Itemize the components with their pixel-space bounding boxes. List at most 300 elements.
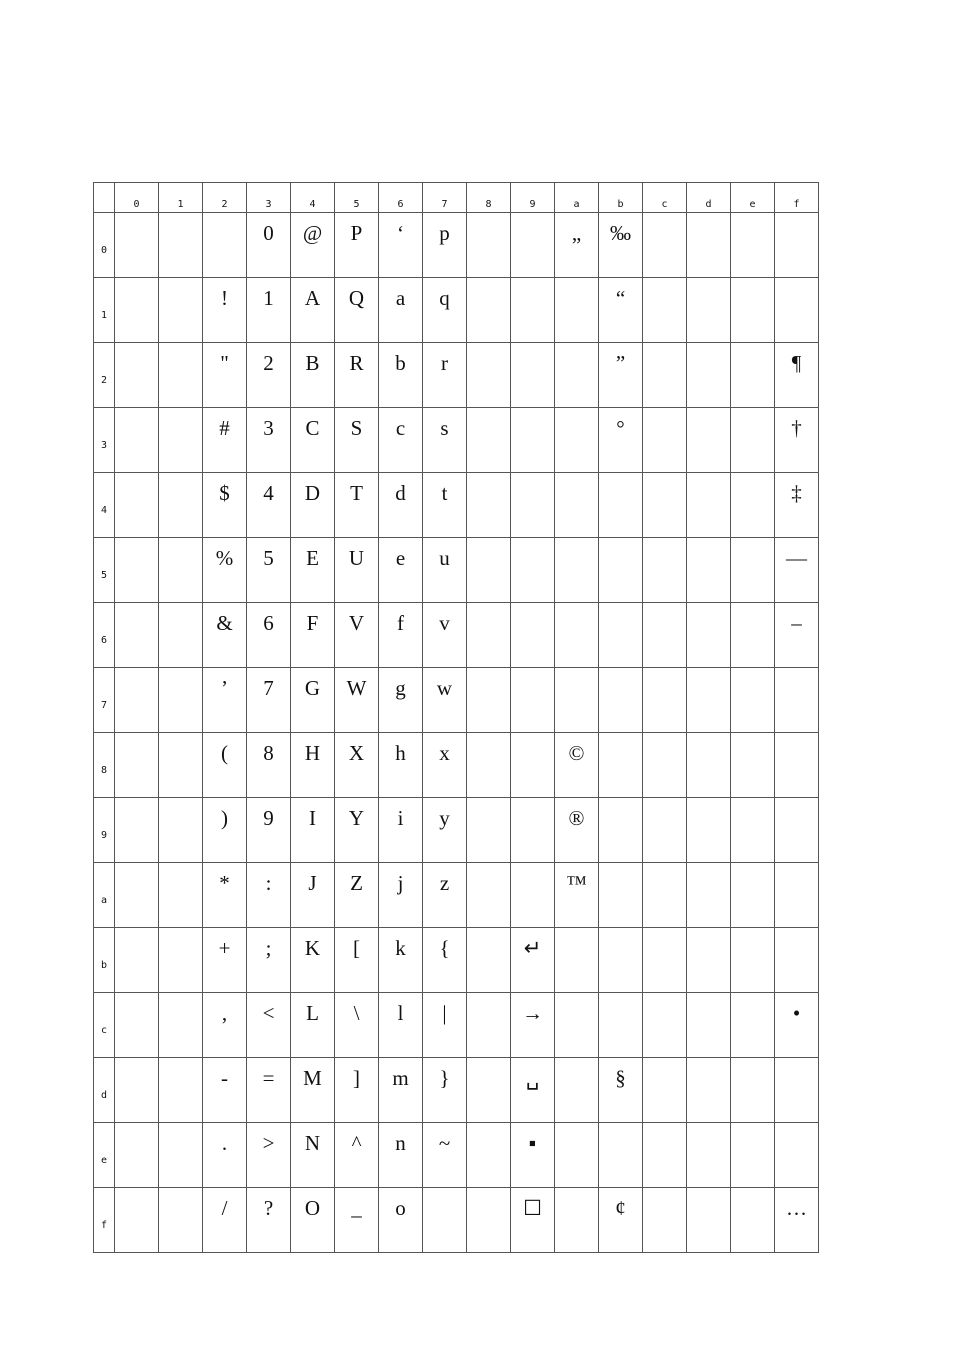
glyph-cell: r bbox=[423, 343, 467, 408]
table-row bbox=[94, 278, 819, 343]
glyph-cell: 4 bbox=[247, 473, 291, 538]
glyph-cell: * bbox=[203, 863, 247, 928]
glyph-cell bbox=[115, 798, 159, 863]
table-body bbox=[94, 213, 819, 1253]
column-header: d bbox=[687, 183, 731, 213]
glyph-cell: N bbox=[291, 1123, 335, 1188]
glyph-cell bbox=[775, 213, 819, 278]
glyph-cell: v bbox=[423, 603, 467, 668]
glyph-cell: / bbox=[203, 1188, 247, 1253]
glyph-cell: J bbox=[291, 863, 335, 928]
table-row bbox=[94, 538, 819, 603]
row-header: 2 bbox=[94, 343, 115, 408]
row-header: 1 bbox=[94, 278, 115, 343]
glyph-cell: ] bbox=[335, 1058, 379, 1123]
column-header: e bbox=[731, 183, 775, 213]
glyph-cell bbox=[643, 603, 687, 668]
glyph-cell bbox=[115, 408, 159, 473]
glyph-cell: → bbox=[511, 993, 555, 1058]
glyph-cell bbox=[467, 538, 511, 603]
glyph-cell bbox=[643, 1123, 687, 1188]
glyph-cell bbox=[775, 863, 819, 928]
glyph-cell: T bbox=[335, 473, 379, 538]
glyph-cell bbox=[643, 278, 687, 343]
table-row bbox=[94, 993, 819, 1058]
glyph-cell: D bbox=[291, 473, 335, 538]
glyph-cell bbox=[643, 733, 687, 798]
glyph-cell bbox=[511, 408, 555, 473]
table-row bbox=[94, 1123, 819, 1188]
glyph-cell bbox=[775, 278, 819, 343]
glyph-cell bbox=[643, 928, 687, 993]
glyph-cell: # bbox=[203, 408, 247, 473]
glyph-cell: m bbox=[379, 1058, 423, 1123]
column-header: 2 bbox=[203, 183, 247, 213]
glyph-cell bbox=[731, 668, 775, 733]
glyph-cell: j bbox=[379, 863, 423, 928]
glyph-cell: Z bbox=[335, 863, 379, 928]
glyph-cell bbox=[511, 538, 555, 603]
glyph-cell: p bbox=[423, 213, 467, 278]
glyph-cell bbox=[599, 733, 643, 798]
glyph-cell: ‘ bbox=[379, 213, 423, 278]
glyph-cell bbox=[159, 863, 203, 928]
glyph-cell bbox=[511, 863, 555, 928]
glyph-cell bbox=[643, 863, 687, 928]
glyph-cell: K bbox=[291, 928, 335, 993]
glyph-cell: % bbox=[203, 538, 247, 603]
glyph-cell bbox=[731, 278, 775, 343]
glyph-cell bbox=[467, 863, 511, 928]
glyph-cell bbox=[203, 213, 247, 278]
glyph-cell bbox=[555, 668, 599, 733]
glyph-cell bbox=[115, 1123, 159, 1188]
glyph-cell bbox=[687, 668, 731, 733]
glyph-cell bbox=[599, 473, 643, 538]
glyph-cell bbox=[555, 473, 599, 538]
glyph-cell: h bbox=[379, 733, 423, 798]
glyph-cell bbox=[599, 993, 643, 1058]
glyph-cell bbox=[687, 733, 731, 798]
glyph-cell: ☐ bbox=[511, 1188, 555, 1253]
glyph-cell: y bbox=[423, 798, 467, 863]
glyph-cell bbox=[599, 603, 643, 668]
glyph-cell: R bbox=[335, 343, 379, 408]
glyph-cell bbox=[775, 928, 819, 993]
glyph-cell: ! bbox=[203, 278, 247, 343]
glyph-cell bbox=[643, 473, 687, 538]
glyph-cell: d bbox=[379, 473, 423, 538]
glyph-cell: ’ bbox=[203, 668, 247, 733]
glyph-cell bbox=[555, 343, 599, 408]
glyph-cell bbox=[115, 538, 159, 603]
row-header: 8 bbox=[94, 733, 115, 798]
glyph-cell: C bbox=[291, 408, 335, 473]
glyph-cell bbox=[599, 863, 643, 928]
glyph-cell bbox=[159, 1188, 203, 1253]
glyph-cell bbox=[159, 343, 203, 408]
column-header: 4 bbox=[291, 183, 335, 213]
glyph-cell bbox=[687, 213, 731, 278]
glyph-cell bbox=[115, 928, 159, 993]
glyph-cell bbox=[159, 668, 203, 733]
glyph-cell: “ bbox=[599, 278, 643, 343]
glyph-cell: ® bbox=[555, 798, 599, 863]
column-header: 8 bbox=[467, 183, 511, 213]
glyph-cell bbox=[467, 1188, 511, 1253]
glyph-cell bbox=[555, 993, 599, 1058]
glyph-cell: W bbox=[335, 668, 379, 733]
glyph-cell: L bbox=[291, 993, 335, 1058]
glyph-cell bbox=[467, 473, 511, 538]
glyph-cell bbox=[467, 343, 511, 408]
glyph-cell bbox=[775, 1123, 819, 1188]
glyph-cell bbox=[115, 213, 159, 278]
glyph-cell bbox=[511, 603, 555, 668]
glyph-cell bbox=[115, 343, 159, 408]
glyph-cell: F bbox=[291, 603, 335, 668]
glyph-cell bbox=[687, 343, 731, 408]
glyph-cell bbox=[511, 278, 555, 343]
glyph-cell: ^ bbox=[335, 1123, 379, 1188]
glyph-cell bbox=[731, 993, 775, 1058]
glyph-cell: 6 bbox=[247, 603, 291, 668]
glyph-cell: & bbox=[203, 603, 247, 668]
glyph-cell: • bbox=[775, 993, 819, 1058]
glyph-cell: 9 bbox=[247, 798, 291, 863]
glyph-cell: V bbox=[335, 603, 379, 668]
glyph-cell: - bbox=[203, 1058, 247, 1123]
glyph-cell: | bbox=[423, 993, 467, 1058]
glyph-cell bbox=[687, 928, 731, 993]
glyph-cell: ; bbox=[247, 928, 291, 993]
glyph-cell: o bbox=[379, 1188, 423, 1253]
column-header: 9 bbox=[511, 183, 555, 213]
row-header: c bbox=[94, 993, 115, 1058]
glyph-cell bbox=[643, 408, 687, 473]
glyph-cell bbox=[467, 798, 511, 863]
glyph-cell: P bbox=[335, 213, 379, 278]
glyph-cell: 7 bbox=[247, 668, 291, 733]
glyph-cell: i bbox=[379, 798, 423, 863]
glyph-cell bbox=[467, 408, 511, 473]
glyph-cell bbox=[555, 1123, 599, 1188]
glyph-cell bbox=[159, 473, 203, 538]
glyph-cell bbox=[159, 1058, 203, 1123]
glyph-cell bbox=[159, 408, 203, 473]
glyph-cell bbox=[115, 1058, 159, 1123]
glyph-cell bbox=[687, 798, 731, 863]
glyph-cell bbox=[115, 1188, 159, 1253]
glyph-cell: b bbox=[379, 343, 423, 408]
glyph-cell bbox=[643, 1058, 687, 1123]
table-row bbox=[94, 213, 819, 278]
glyph-cell: ” bbox=[599, 343, 643, 408]
glyph-cell bbox=[687, 1123, 731, 1188]
glyph-cell bbox=[423, 1188, 467, 1253]
glyph-cell: k bbox=[379, 928, 423, 993]
glyph-cell: t bbox=[423, 473, 467, 538]
glyph-cell: O bbox=[291, 1188, 335, 1253]
glyph-cell: ‡ bbox=[775, 473, 819, 538]
row-header: 4 bbox=[94, 473, 115, 538]
column-header: a bbox=[555, 183, 599, 213]
glyph-cell: ␣ bbox=[511, 1058, 555, 1123]
column-header: 7 bbox=[423, 183, 467, 213]
glyph-cell bbox=[687, 1058, 731, 1123]
glyph-cell bbox=[115, 863, 159, 928]
glyph-cell bbox=[159, 603, 203, 668]
glyph-cell bbox=[115, 668, 159, 733]
glyph-cell: U bbox=[335, 538, 379, 603]
glyph-cell: A bbox=[291, 278, 335, 343]
table-row bbox=[94, 408, 819, 473]
glyph-cell: ▪ bbox=[511, 1123, 555, 1188]
glyph-cell bbox=[731, 1123, 775, 1188]
glyph-cell bbox=[467, 1058, 511, 1123]
glyph-cell: q bbox=[423, 278, 467, 343]
glyph-cell: e bbox=[379, 538, 423, 603]
glyph-cell bbox=[643, 1188, 687, 1253]
glyph-cell bbox=[775, 1058, 819, 1123]
column-header: 3 bbox=[247, 183, 291, 213]
glyph-cell bbox=[775, 733, 819, 798]
table-row bbox=[94, 603, 819, 668]
glyph-cell bbox=[643, 668, 687, 733]
glyph-cell bbox=[159, 993, 203, 1058]
glyph-cell: a bbox=[379, 278, 423, 343]
glyph-cell: I bbox=[291, 798, 335, 863]
row-header: 7 bbox=[94, 668, 115, 733]
glyph-cell bbox=[775, 668, 819, 733]
glyph-cell: . bbox=[203, 1123, 247, 1188]
glyph-cell bbox=[159, 213, 203, 278]
glyph-cell: " bbox=[203, 343, 247, 408]
glyph-cell bbox=[467, 1123, 511, 1188]
glyph-cell bbox=[159, 798, 203, 863]
glyph-cell bbox=[159, 538, 203, 603]
glyph-cell: 1 bbox=[247, 278, 291, 343]
glyph-cell bbox=[643, 213, 687, 278]
glyph-cell bbox=[599, 1123, 643, 1188]
glyph-cell bbox=[731, 473, 775, 538]
table-row bbox=[94, 733, 819, 798]
glyph-cell bbox=[731, 343, 775, 408]
glyph-cell: M bbox=[291, 1058, 335, 1123]
column-header: b bbox=[599, 183, 643, 213]
glyph-cell: } bbox=[423, 1058, 467, 1123]
glyph-cell bbox=[731, 863, 775, 928]
glyph-cell bbox=[511, 733, 555, 798]
glyph-cell: ¢ bbox=[599, 1188, 643, 1253]
column-header: 0 bbox=[115, 183, 159, 213]
glyph-cell bbox=[731, 798, 775, 863]
glyph-cell: B bbox=[291, 343, 335, 408]
glyph-cell: ? bbox=[247, 1188, 291, 1253]
glyph-cell bbox=[159, 733, 203, 798]
glyph-cell: @ bbox=[291, 213, 335, 278]
glyph-cell: s bbox=[423, 408, 467, 473]
glyph-cell: § bbox=[599, 1058, 643, 1123]
row-header: 9 bbox=[94, 798, 115, 863]
glyph-cell bbox=[731, 928, 775, 993]
row-header: 5 bbox=[94, 538, 115, 603]
glyph-cell: , bbox=[203, 993, 247, 1058]
glyph-cell bbox=[555, 928, 599, 993]
glyph-cell: H bbox=[291, 733, 335, 798]
glyph-cell: > bbox=[247, 1123, 291, 1188]
glyph-cell: [ bbox=[335, 928, 379, 993]
glyph-cell bbox=[115, 603, 159, 668]
glyph-cell: ) bbox=[203, 798, 247, 863]
glyph-cell bbox=[687, 993, 731, 1058]
glyph-cell bbox=[643, 343, 687, 408]
glyph-cell bbox=[467, 603, 511, 668]
glyph-cell: w bbox=[423, 668, 467, 733]
glyph-cell bbox=[467, 668, 511, 733]
glyph-cell: 2 bbox=[247, 343, 291, 408]
row-header: e bbox=[94, 1123, 115, 1188]
glyph-cell: x bbox=[423, 733, 467, 798]
table-row bbox=[94, 1188, 819, 1253]
glyph-cell bbox=[555, 1188, 599, 1253]
glyph-cell bbox=[511, 668, 555, 733]
glyph-cell bbox=[115, 473, 159, 538]
glyph-cell: 5 bbox=[247, 538, 291, 603]
glyph-cell bbox=[731, 538, 775, 603]
glyph-cell: G bbox=[291, 668, 335, 733]
row-header: a bbox=[94, 863, 115, 928]
glyph-cell bbox=[467, 928, 511, 993]
glyph-cell: — bbox=[775, 538, 819, 603]
glyph-cell bbox=[159, 1123, 203, 1188]
column-header: f bbox=[775, 183, 819, 213]
glyph-cell: l bbox=[379, 993, 423, 1058]
column-header: c bbox=[643, 183, 687, 213]
glyph-cell: ( bbox=[203, 733, 247, 798]
glyph-cell: S bbox=[335, 408, 379, 473]
glyph-cell: … bbox=[775, 1188, 819, 1253]
glyph-cell bbox=[687, 603, 731, 668]
row-header: b bbox=[94, 928, 115, 993]
column-header-row bbox=[94, 183, 819, 213]
glyph-cell bbox=[599, 798, 643, 863]
glyph-cell: X bbox=[335, 733, 379, 798]
glyph-cell: „ bbox=[555, 213, 599, 278]
glyph-cell bbox=[599, 538, 643, 603]
glyph-cell: < bbox=[247, 993, 291, 1058]
column-header: 5 bbox=[335, 183, 379, 213]
glyph-cell: ~ bbox=[423, 1123, 467, 1188]
glyph-cell bbox=[467, 993, 511, 1058]
character-code-table bbox=[93, 182, 819, 1253]
table-row bbox=[94, 473, 819, 538]
row-header: 3 bbox=[94, 408, 115, 473]
table-row bbox=[94, 668, 819, 733]
glyph-cell: ¶ bbox=[775, 343, 819, 408]
glyph-cell: 3 bbox=[247, 408, 291, 473]
glyph-cell: z bbox=[423, 863, 467, 928]
table-row bbox=[94, 1058, 819, 1123]
glyph-cell bbox=[555, 278, 599, 343]
glyph-cell: 8 bbox=[247, 733, 291, 798]
glyph-cell bbox=[599, 928, 643, 993]
glyph-cell bbox=[731, 1058, 775, 1123]
glyph-cell bbox=[555, 1058, 599, 1123]
glyph-cell: 0 bbox=[247, 213, 291, 278]
glyph-cell bbox=[731, 213, 775, 278]
glyph-cell: © bbox=[555, 733, 599, 798]
glyph-cell: n bbox=[379, 1123, 423, 1188]
glyph-cell bbox=[731, 408, 775, 473]
glyph-cell: ↵ bbox=[511, 928, 555, 993]
glyph-cell bbox=[687, 538, 731, 603]
glyph-cell bbox=[775, 798, 819, 863]
corner-cell bbox=[94, 183, 115, 213]
glyph-cell: $ bbox=[203, 473, 247, 538]
glyph-cell: _ bbox=[335, 1188, 379, 1253]
glyph-cell: c bbox=[379, 408, 423, 473]
glyph-cell: f bbox=[379, 603, 423, 668]
glyph-cell bbox=[159, 278, 203, 343]
glyph-cell bbox=[643, 798, 687, 863]
table-row bbox=[94, 928, 819, 993]
glyph-cell bbox=[687, 408, 731, 473]
glyph-cell bbox=[159, 928, 203, 993]
glyph-cell: ° bbox=[599, 408, 643, 473]
glyph-cell: { bbox=[423, 928, 467, 993]
glyph-cell: Y bbox=[335, 798, 379, 863]
column-header: 6 bbox=[379, 183, 423, 213]
table-row bbox=[94, 343, 819, 408]
glyph-cell bbox=[555, 603, 599, 668]
glyph-cell: E bbox=[291, 538, 335, 603]
glyph-cell: ™ bbox=[555, 863, 599, 928]
glyph-cell: Q bbox=[335, 278, 379, 343]
glyph-cell bbox=[511, 343, 555, 408]
glyph-cell: \ bbox=[335, 993, 379, 1058]
glyph-cell bbox=[687, 1188, 731, 1253]
column-header: 1 bbox=[159, 183, 203, 213]
glyph-cell bbox=[511, 473, 555, 538]
glyph-cell bbox=[643, 538, 687, 603]
glyph-cell bbox=[731, 1188, 775, 1253]
glyph-cell bbox=[555, 538, 599, 603]
glyph-cell bbox=[115, 993, 159, 1058]
glyph-cell bbox=[643, 993, 687, 1058]
glyph-cell bbox=[115, 278, 159, 343]
row-header: 0 bbox=[94, 213, 115, 278]
glyph-cell bbox=[511, 213, 555, 278]
table-row bbox=[94, 798, 819, 863]
glyph-cell bbox=[687, 863, 731, 928]
glyph-cell: u bbox=[423, 538, 467, 603]
glyph-cell: = bbox=[247, 1058, 291, 1123]
glyph-cell: + bbox=[203, 928, 247, 993]
glyph-cell: – bbox=[775, 603, 819, 668]
row-header: 6 bbox=[94, 603, 115, 668]
glyph-cell: † bbox=[775, 408, 819, 473]
glyph-cell bbox=[687, 473, 731, 538]
glyph-cell bbox=[467, 213, 511, 278]
row-header: f bbox=[94, 1188, 115, 1253]
glyph-cell bbox=[467, 733, 511, 798]
glyph-cell bbox=[115, 733, 159, 798]
glyph-cell bbox=[555, 408, 599, 473]
glyph-cell: ‰ bbox=[599, 213, 643, 278]
glyph-cell bbox=[687, 278, 731, 343]
glyph-cell bbox=[731, 603, 775, 668]
